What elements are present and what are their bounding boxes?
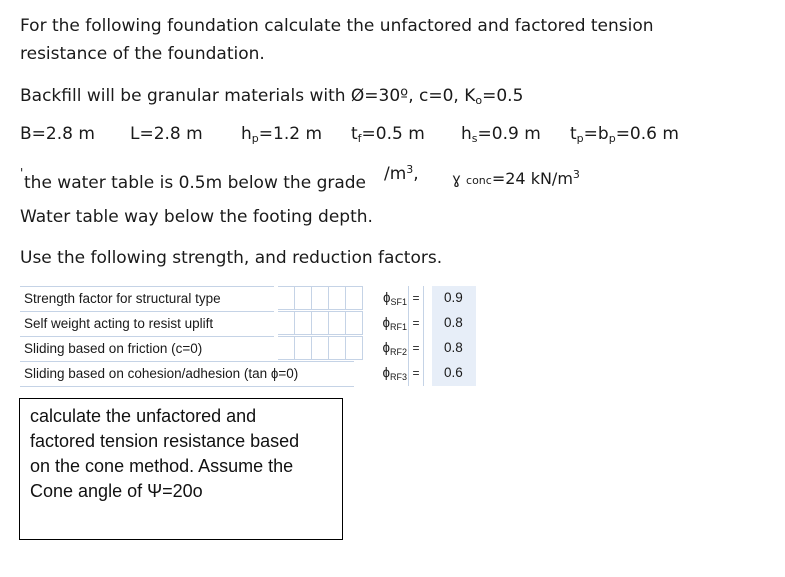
instruction-line-3: on the cone method. Assume the [30, 456, 294, 476]
param-b: B=2.8 m [20, 124, 95, 144]
factor-value: 0.8 [432, 336, 476, 361]
param-tp-bp: $t_p=b_p=0.6$ m [570, 124, 679, 145]
factor-equals: = [408, 336, 424, 361]
instruction-box [19, 398, 343, 540]
factor-label: Sliding based on friction (c=0) [20, 336, 274, 362]
instruction-line-2: factored tension resistance based [30, 431, 300, 451]
factor-equals: = [408, 361, 424, 386]
instruction-line-4: Cone angle of Ψ=20o [30, 481, 203, 501]
parameter-row [20, 124, 720, 148]
table-row [20, 336, 463, 361]
factor-symbol: ɸ$_{RF1}$ [382, 315, 407, 332]
factor-equals: = [408, 311, 424, 336]
instruction-line-1: calculate the unfactored and [30, 406, 257, 426]
factors-intro: Use the following strength, and reduction factors. [20, 248, 443, 268]
question-line-2: resistance of the foundation. [20, 44, 265, 64]
table-row [20, 286, 463, 311]
factor-label: Strength factor for structural type [20, 286, 274, 312]
water-table-line-2: Water table way below the footing depth. [20, 207, 373, 227]
factor-equals: = [408, 286, 424, 311]
param-hp: $h_p=1.2$ m [241, 124, 323, 145]
factor-label: Sliding based on cohesion/adhesion (tan ɸ=0) [20, 361, 354, 387]
factor-symbol: ɸ$_{RF3}$ [382, 365, 407, 382]
factor-label: Self weight acting to resist uplift [20, 311, 274, 337]
factor-value: 0.6 [432, 361, 476, 386]
unit-per-m3: $/m^3$, [384, 163, 419, 184]
table-row [20, 311, 463, 336]
question-line-1: For the following foundation calculate the unfactored and factored tension [20, 16, 654, 36]
factors-table [20, 286, 463, 386]
factor-symbol: ɸ$_{RF2}$ [382, 340, 407, 357]
factor-value: 0.9 [432, 286, 476, 311]
factor-value: 0.8 [432, 311, 476, 336]
table-row [20, 361, 463, 386]
param-hs: $h_s=0.9$ m [461, 124, 541, 145]
gamma-concrete: ɣ conc=24 $kN/m^3$ [452, 168, 580, 188]
water-table-line: the water table is 0.5m below the grade [24, 173, 367, 193]
param-tf: $t_f=0.5$ m [351, 124, 425, 145]
param-l: L=2.8 m [130, 124, 203, 144]
backfill-line: Backfill will be granular materials with Ø=30º, c=0, $K_o=0.5$ [20, 86, 524, 107]
factor-symbol: ɸ$_{SF1}$ [383, 290, 407, 307]
tick-mark: ' [20, 166, 24, 180]
